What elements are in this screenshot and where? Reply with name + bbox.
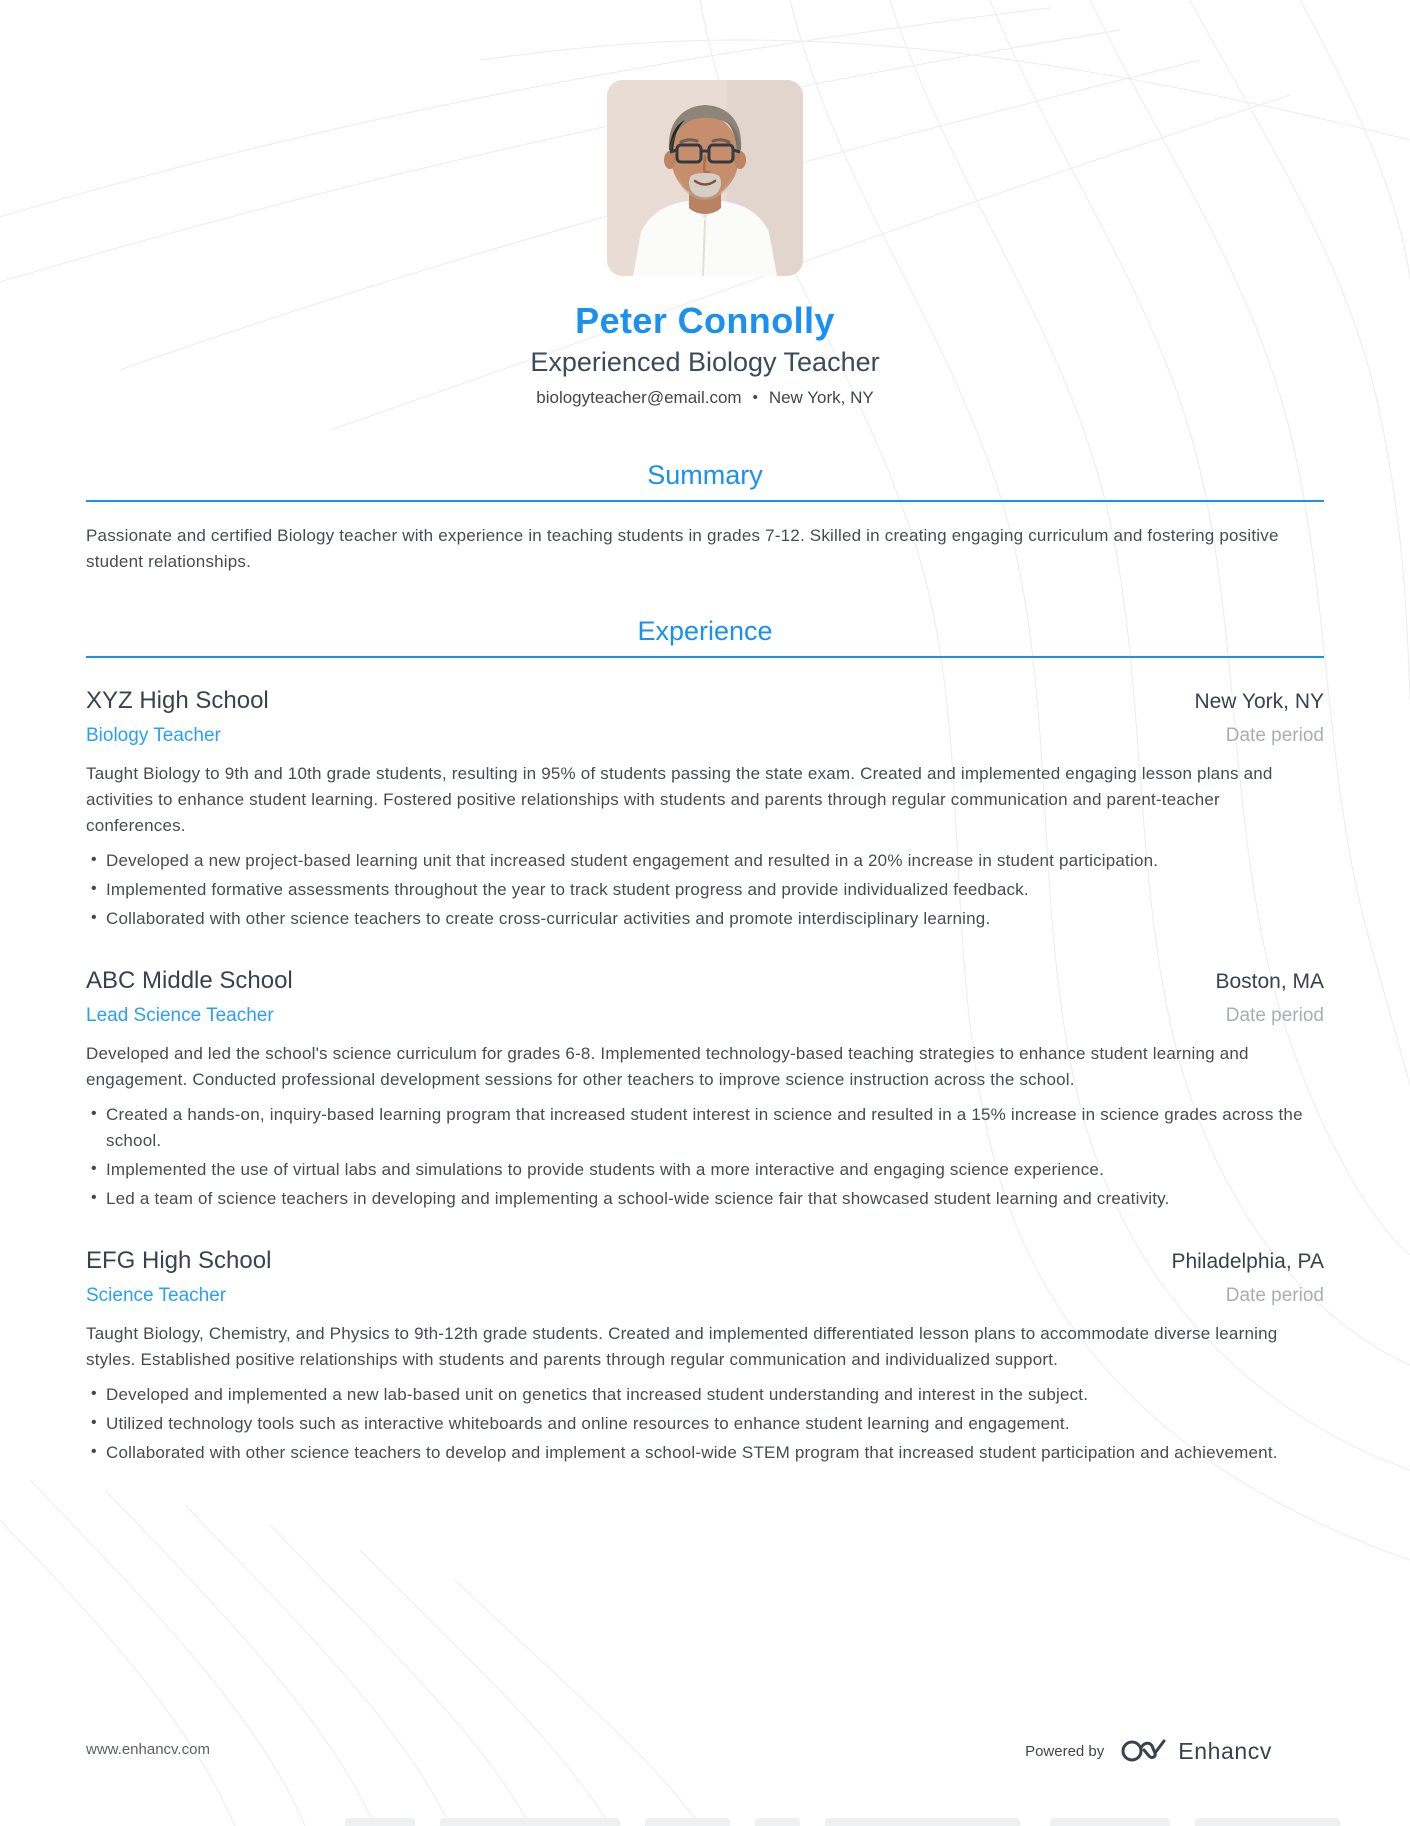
email-link[interactable]: biologyteacher@email.com [536,388,742,407]
job-bullet: • Developed and implemented a new lab-based unit on genetics that increased student understanding and interest in the subject. [86,1382,1324,1408]
job-date-period: Date period [1225,1285,1324,1306]
job-bullet: • Created a hands-on, inquiry-based learning program that increased student interest in science and resulted in a 15% increase in science grades across the school. [86,1102,1324,1154]
candidate-title: Experienced Biology Teacher [530,347,880,377]
enhancv-brand-link[interactable] [1120,1736,1272,1766]
next-page-preview [0,1812,1410,1826]
job-location: Philadelphia, PA [1171,1250,1324,1273]
job-location: Boston, MA [1215,970,1324,993]
resume-content [0,80,1410,1466]
job-bullet: • Implemented the use of virtual labs and simulations to provide students with a more interactive and engaging science experience. [86,1157,1324,1183]
separator-dot: • [752,389,758,406]
job-bullet-list [86,848,1324,932]
experience-entry [86,966,1324,1212]
experience-section [86,615,1324,1466]
job-location: New York, NY [1194,690,1324,713]
job-role: Biology Teacher [86,725,221,746]
school-name: EFG High School [86,1247,272,1274]
job-bullet: • Developed a new project-based learning unit that increased student engagement and resulted in a 20% increase in student participation. [86,848,1324,874]
profile-photo [607,80,803,276]
experience-entry [86,1246,1324,1466]
job-bullet-list [86,1102,1324,1212]
job-bullet: • Implemented formative assessments throughout the year to track student progress and provide individualized feedback. [86,877,1324,903]
summary-underline [86,500,1324,502]
summary-section [86,459,1324,575]
enhancv-wordmark: Enhancv [1178,1737,1272,1764]
experience-underline [86,656,1324,658]
location-text: New York, NY [768,388,874,407]
job-role: Lead Science Teacher [86,1005,274,1026]
job-description: Taught Biology to 9th and 10th grade students, resulting in 95% of students passing the state exam. Created and implemented engaging lesson plans and activities to enhance student learning. Fostered positive relationships with students and parents through regular communication and parent-teacher conferences. [86,764,1273,835]
job-bullet-list [86,1382,1324,1466]
summary-text: Passionate and certified Biology teacher with experience in teaching students in grades 7-12. Skilled in creating engaging curriculum and fostering positive student relationships. [86,526,1279,571]
job-description: Taught Biology, Chemistry, and Physics to 9th-12th grade students. Created and implemented differentiated lesson plans to accommodate diverse learning styles. Established positive relationships with students and parents through regular communication and individualized support. [86,1324,1278,1369]
job-bullet: • Collaborated with other science teachers to develop and implement a school-wide STEM program that increased student participation and achievement. [86,1440,1324,1466]
job-date-period: Date period [1225,1005,1324,1026]
summary-section-title: Summary [647,460,763,490]
experience-entry [86,686,1324,932]
school-name: ABC Middle School [86,967,293,994]
school-name: XYZ High School [86,687,269,714]
job-bullet: • Collaborated with other science teachers to create cross-curricular activities and promote interdisciplinary learning. [86,906,1324,932]
job-date-period: Date period [1225,725,1324,746]
job-description: Developed and led the school's science curriculum for grades 6-8. Implemented technology-based teaching strategies to enhance student learning and engagement. Conducted professional development sessions for other teachers to improve science instruction across the school. [86,1044,1249,1089]
powered-by-lockup [1025,1736,1272,1766]
enhancv-logo-icon [1120,1736,1168,1766]
candidate-name: Peter Connolly [575,300,835,341]
experience-section-title: Experience [637,616,773,646]
job-role: Science Teacher [86,1285,227,1306]
job-bullet: • Utilized technology tools such as interactive whiteboards and online resources to enhance student learning and engagement. [86,1411,1324,1437]
enhancv-website-link[interactable]: www.enhancv.com [86,1741,210,1758]
job-bullet: • Led a team of science teachers in developing and implementing a school-wide science fair that showcased student learning and creativity. [86,1186,1324,1212]
powered-by-label: Powered by [1025,1742,1105,1760]
profile-photo-illustration [607,80,803,276]
contact-line [86,387,1324,409]
